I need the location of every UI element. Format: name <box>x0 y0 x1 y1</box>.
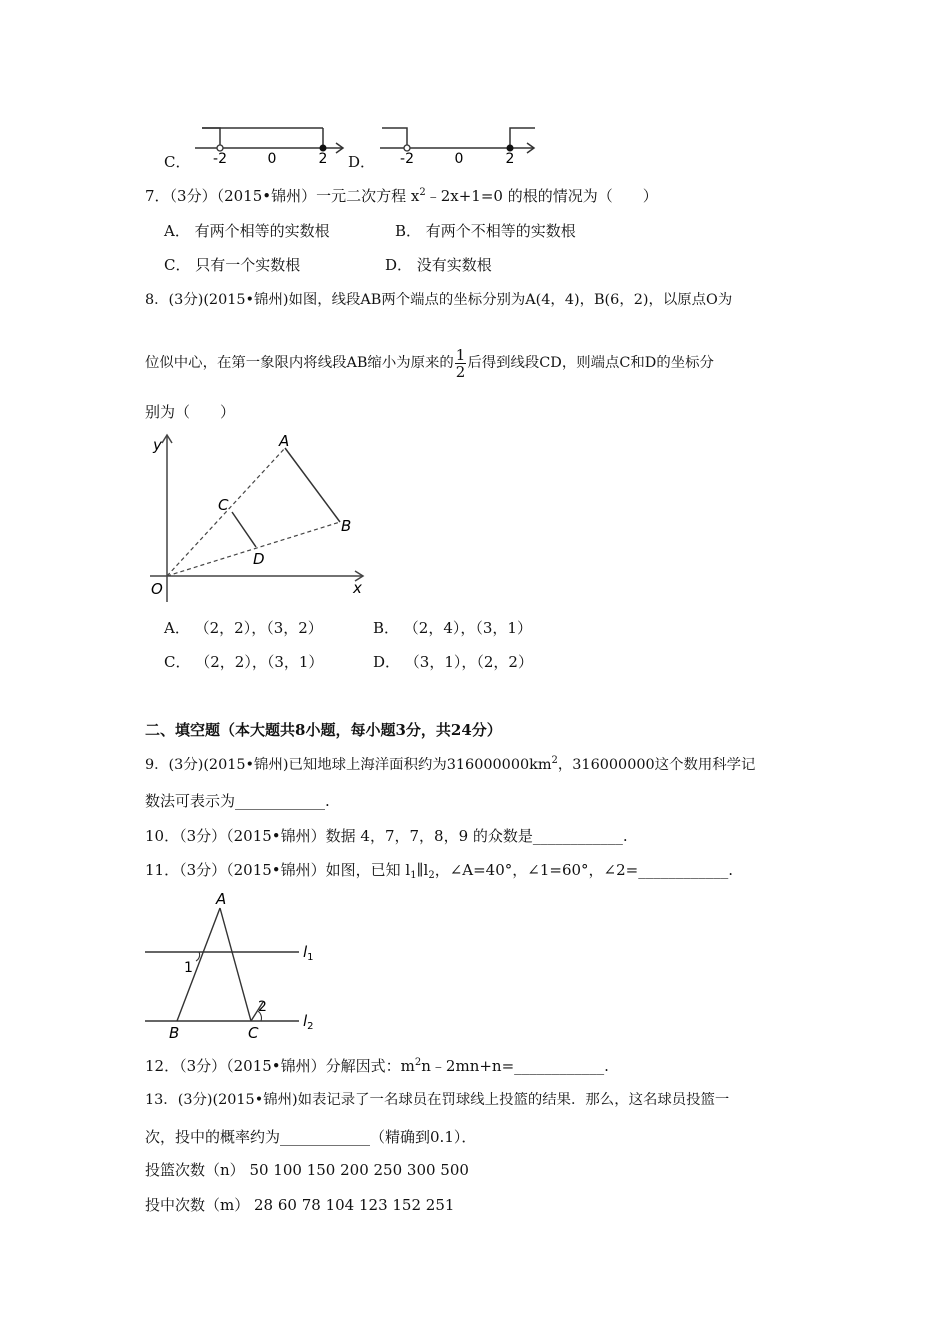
point-label-d: D <box>253 550 265 568</box>
q8-figure-coordinate-plane <box>145 430 375 605</box>
q8-option-b: B． （2，4），（3，1） <box>373 619 532 637</box>
section-title: 二、填空题（本大题共8小题，每小题3分，共24分） <box>145 721 502 739</box>
point-label-a: A <box>279 432 290 450</box>
q13-line1: 13．(3分)(2015•锦州)如表记录了一名球员在罚球线上投篮的结果．那么，这名球员投篮一 <box>145 1092 730 1108</box>
tick-label: -2 <box>400 151 414 167</box>
tick-label: 2 <box>318 151 328 167</box>
point-label-b: B <box>169 1024 180 1042</box>
point-label-b: B <box>341 517 352 535</box>
axis-label-x: x <box>353 579 362 597</box>
angle-label-2: 2 <box>258 999 267 1015</box>
q8-option-c: C． （2，2），（3，1） <box>164 653 324 671</box>
angle-label-1: 1 <box>184 960 193 976</box>
line-label-l1: $l_1$ <box>303 943 314 963</box>
tick-label: 2 <box>505 151 515 167</box>
option-c-label: C． <box>164 153 191 171</box>
numberline-d <box>375 122 545 167</box>
q11-text: 11．（3分）（2015•锦州）如图，已知 $l_1\parallel l_2$，∠A=40°，∠1=60°，∠2=____________. <box>145 861 733 881</box>
q8-line3: 别为（ ） <box>145 403 236 421</box>
origin-label: O <box>151 580 163 598</box>
q7-option-b: B． 有两个不相等的实数根 <box>395 222 576 240</box>
tick-label: -2 <box>213 151 227 167</box>
q8-option-d: D． （3，1），（2，2） <box>373 653 533 671</box>
numberline-c <box>190 122 350 167</box>
point-label-c: C <box>248 1024 259 1042</box>
q13-row-n: 投篮次数（n） 50 100 150 200 250 300 500 <box>145 1161 469 1179</box>
q13-row-m: 投中次数（m） 28 60 78 104 123 152 251 <box>145 1196 455 1214</box>
q7-option-a: A． 有两个相等的实数根 <box>164 222 330 240</box>
q7-option-d: D． 没有实数根 <box>385 256 492 274</box>
q7-stem: 7．（3分）（2015•锦州）一元二次方程 $x^2﹣2x+1=0$ 的根的情况为（ ） <box>145 187 658 205</box>
q9-line1: 9．(3分)(2015•锦州)已知地球上海洋面积约为$316000000km^2$，316000000这个数用科学记 <box>145 755 756 773</box>
q10-text: 10．（3分）（2015•锦州）数据 4，7，7，8，9 的众数是____________. <box>145 827 628 845</box>
q13-line2: 次，投中的概率约为____________（精确到0.1）． <box>145 1128 477 1146</box>
q8-option-a: A． （2，2），（3，2） <box>164 619 323 637</box>
point-label-c: C <box>218 496 229 514</box>
q11-figure-parallel-lines <box>143 890 323 1040</box>
q9-line2: 数法可表示为____________. <box>145 792 330 810</box>
option-d-label: D． <box>348 153 376 171</box>
fraction-one-half: $\frac{1}{2}$ <box>455 345 466 381</box>
axis-label-y: y <box>153 436 162 454</box>
q7-option-c: C． 只有一个实数根 <box>164 256 301 274</box>
point-label-a: A <box>216 890 227 908</box>
line-label-l2: $l_2$ <box>303 1012 314 1032</box>
q12-text: 12．（3分）（2015•锦州）分解因式：$m^2n﹣2mn+n=\_\_\_\_\_\_\_\_\_\_\_\_$. <box>145 1057 609 1075</box>
q8-line2: 位似中心，在第一象限内将线段AB缩小为原来的 $\frac{1}{2}$ 后得到线段CD，则端点C和D的坐标分 <box>145 345 714 381</box>
tick-label: 0 <box>454 151 464 167</box>
q8-line1: 8．(3分)(2015•锦州)如图，线段AB两个端点的坐标分别为A(4，4)，B(6，2)，以原点O为 <box>145 292 733 308</box>
tick-label: 0 <box>267 151 277 167</box>
